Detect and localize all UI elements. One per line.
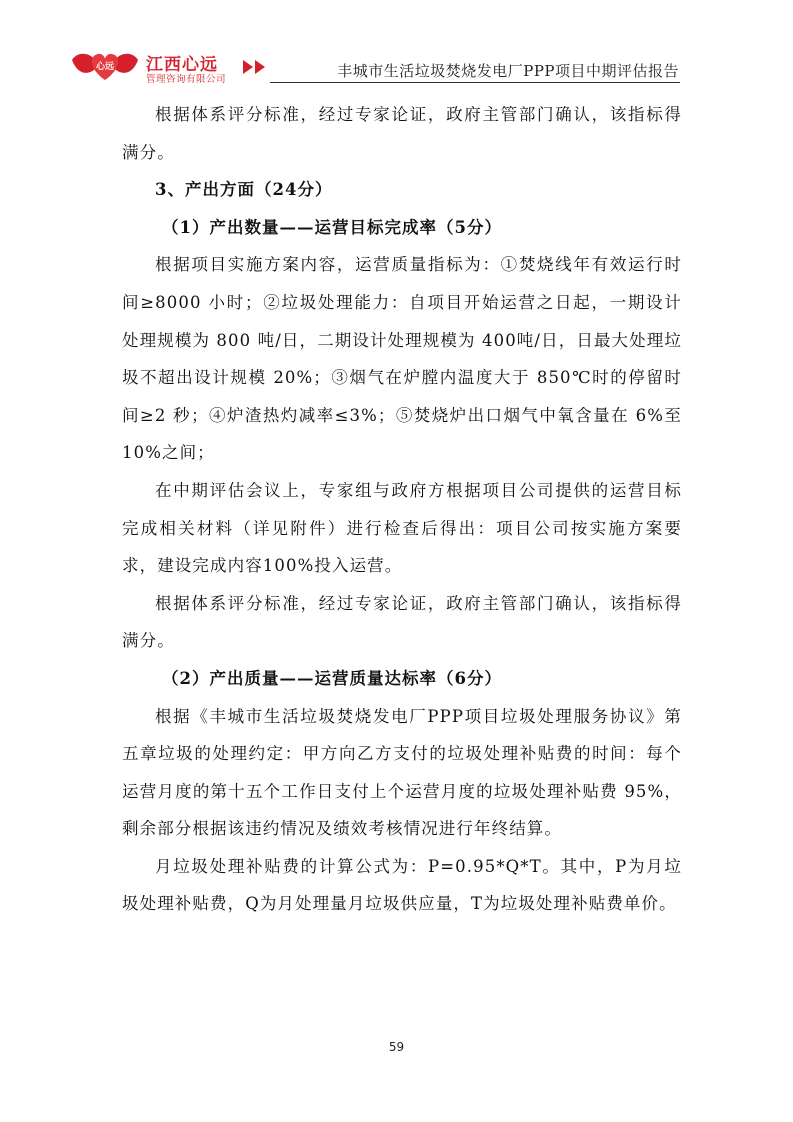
paragraph: 根据体系评分标准，经过专家论证，政府主管部门确认，该指标得满分。 bbox=[122, 105, 682, 162]
company-name: 江西心远 bbox=[146, 55, 218, 75]
paragraph: 月垃圾处理补贴费的计算公式为：P=0.95*Q*T。其中，P为月垃圾处理补贴费，Q为月处理量月垃圾供应量，T为垃圾处理补贴费单价。 bbox=[122, 856, 682, 914]
page-header bbox=[0, 0, 793, 90]
page-number: 59 bbox=[388, 1040, 405, 1054]
paragraph: 根据体系评分标准，经过专家论证，政府主管部门确认，该指标得满分。 bbox=[122, 593, 682, 651]
section-heading: 3、产出方面（24分） bbox=[155, 180, 333, 200]
subsection-heading: （1）产出数量——运营目标完成率（5分） bbox=[162, 217, 502, 237]
subsection-heading: （2）产出质量——运营质量达标率（6分） bbox=[162, 668, 502, 688]
header-divider bbox=[270, 82, 680, 83]
paragraph: 在中期评估会议上，专家组与政府方根据项目公司提供的运营目标完成相关材料（详见附件）进行检查后得出：项目公司按实施方案要求，建设完成内容100%投入运营。 bbox=[122, 480, 682, 576]
company-subtitle: 管理咨询有限公司 bbox=[146, 74, 227, 85]
document-title: 丰城市生活垃圾焚烧发电厂PPP项目中期评估报告 bbox=[337, 62, 679, 80]
paragraph: 根据《丰城市生活垃圾焚烧发电厂PPP项目垃圾处理服务协议》第五章垃圾的处理约定：甲方向乙方支付的垃圾处理补贴费的时间：每个运营月度的第十五个工作日支付上个运营月度的垃圾处理补贴费 95%，剩余部分根据该违约情况及绩效考核情况进行年终结算。 bbox=[122, 706, 682, 839]
paragraph: 根据项目实施方案内容，运营质量指标为：①焚烧线年有效运行时间≥8000 小时；②垃圾处理能力：自项目开始运营之日起，一期设计处理规模为 800 吨/日，二期设计处理规模为 400吨/日，日最大处理垃圾不超出设计规模 20%；③烟气在炉膛内温度大于 850℃时的停留时间≥2 秒；④炉渣热灼减率≤3%；⑤焚烧炉出口烟气中氧含量在 6%至 10%之间； bbox=[122, 255, 682, 463]
logo-mark-text: 心远 bbox=[95, 62, 115, 72]
heart-logo-icon bbox=[68, 46, 142, 82]
double-chevron-right-icon bbox=[243, 60, 267, 74]
page-body bbox=[122, 96, 682, 923]
